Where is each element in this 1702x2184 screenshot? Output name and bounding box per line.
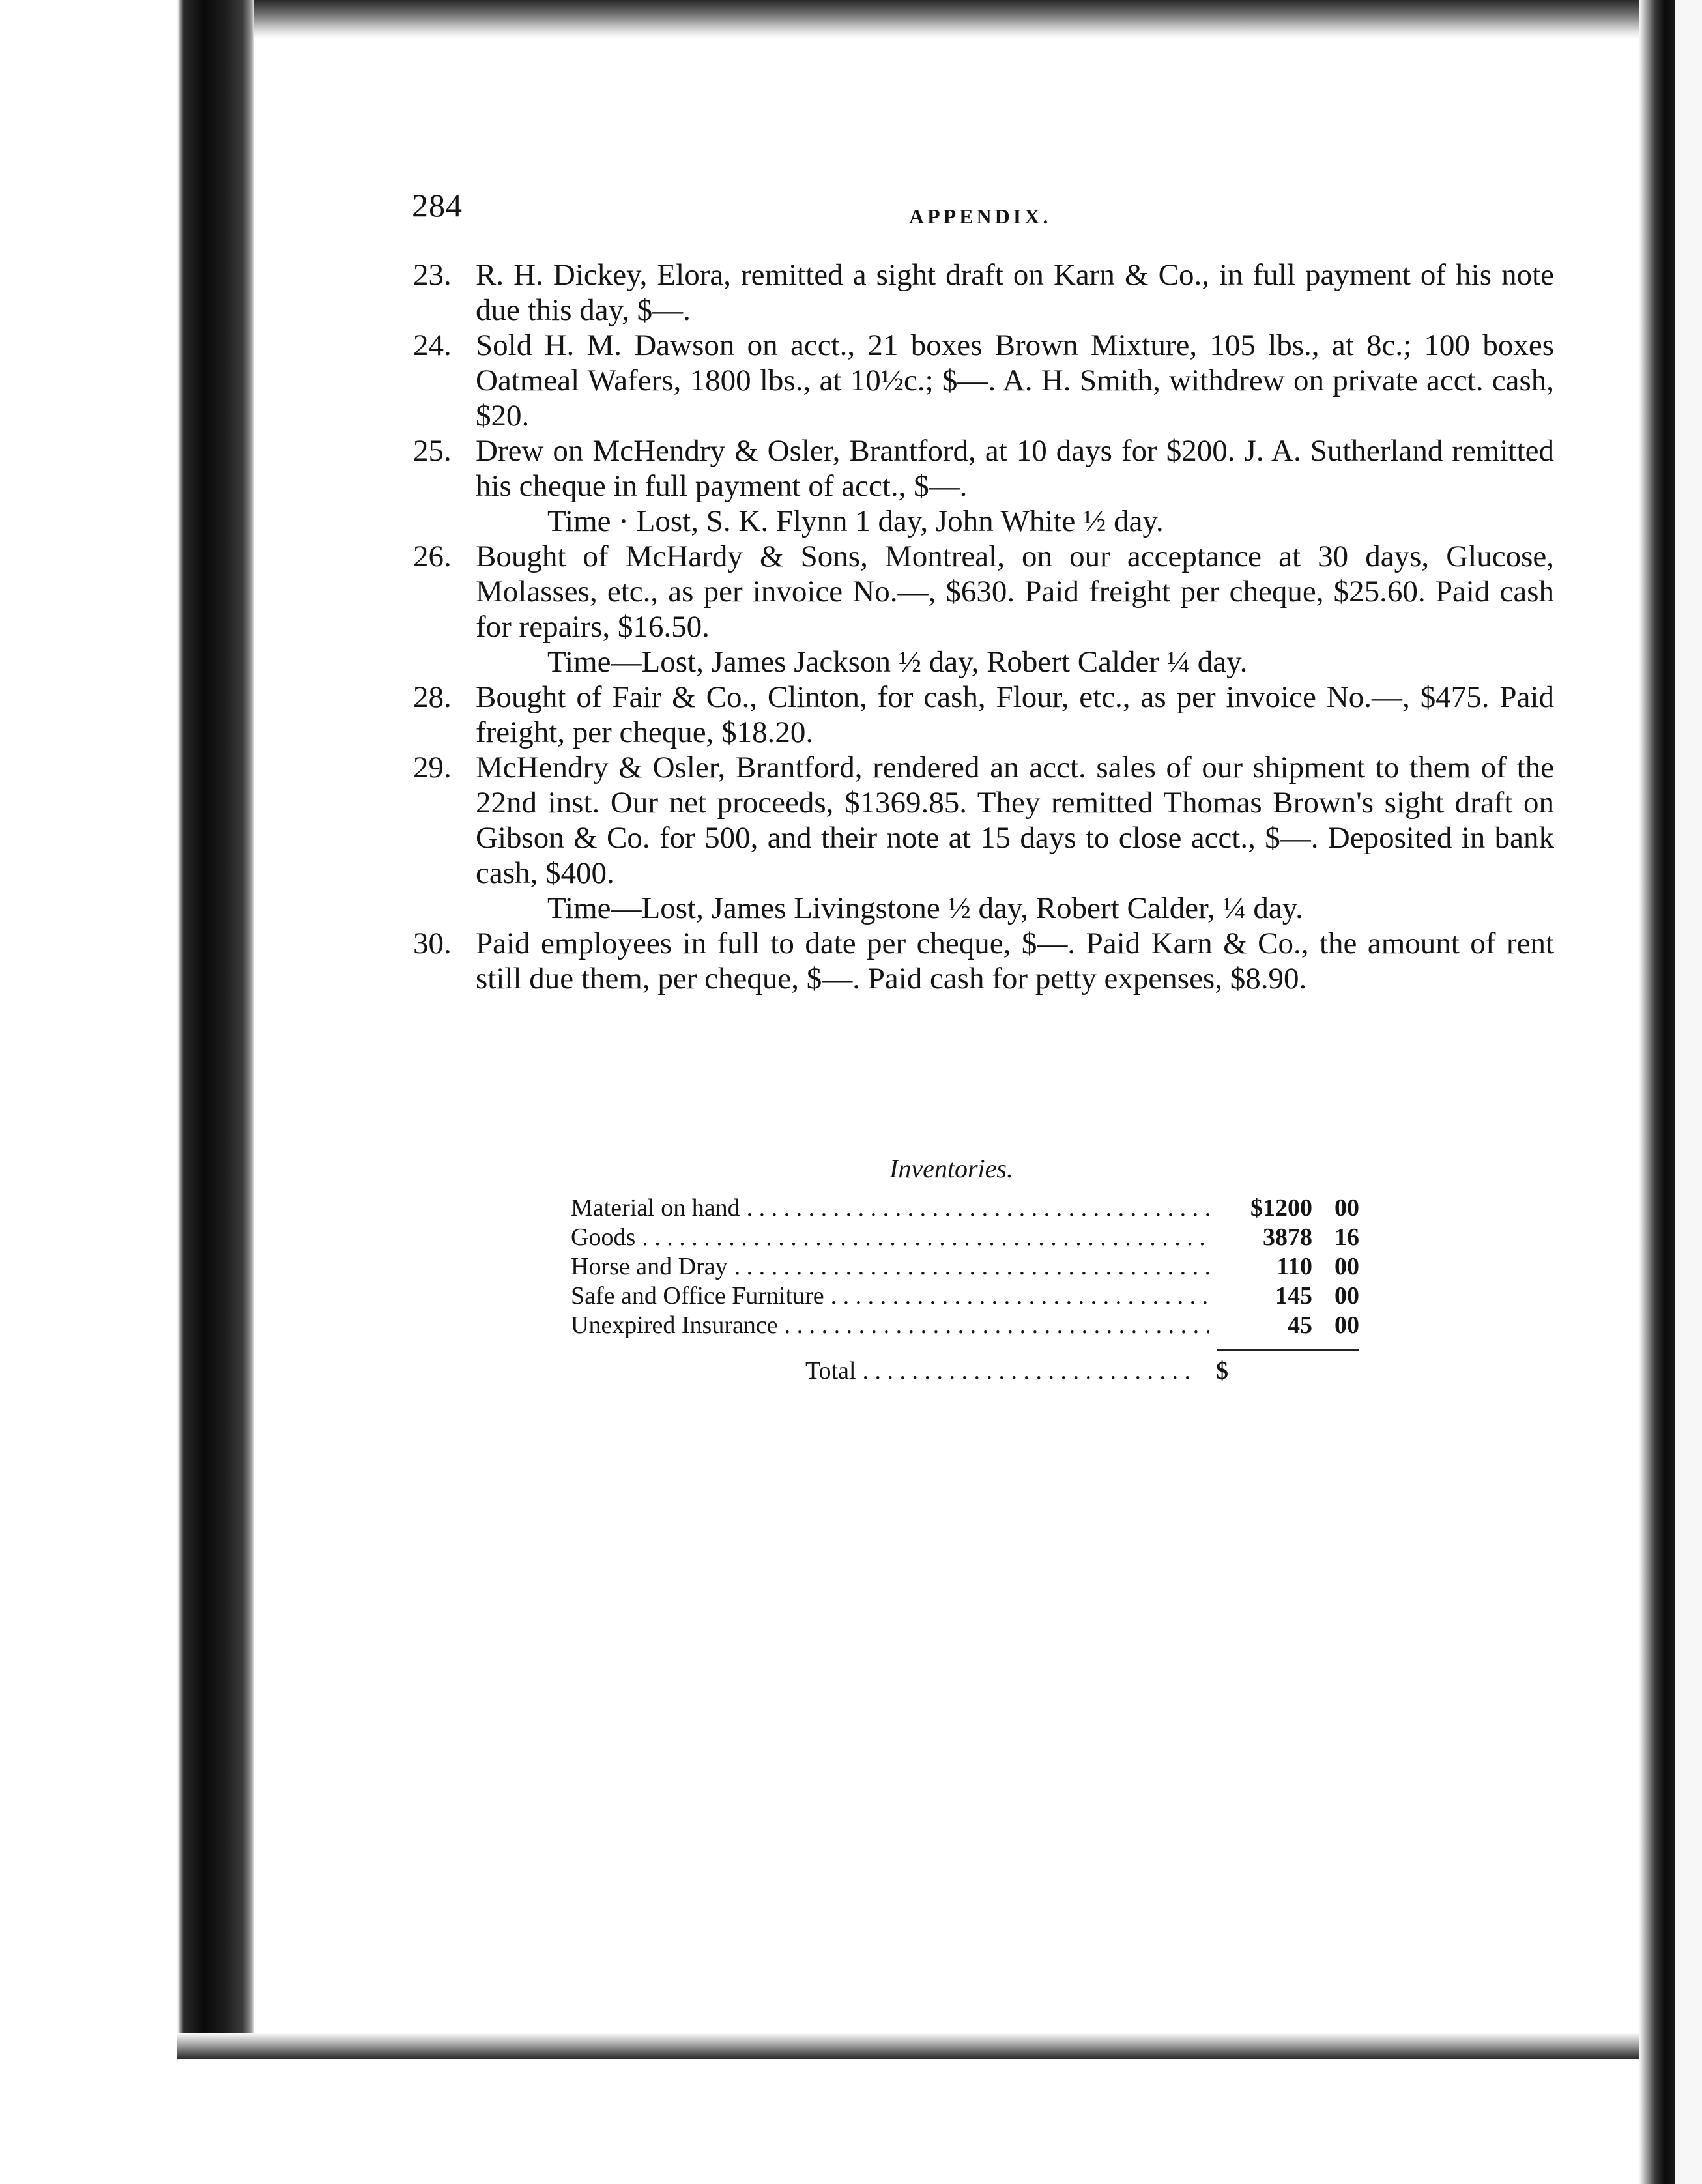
total-label: Total: [805, 1357, 856, 1385]
leader-dots: [747, 1194, 1209, 1222]
journal-entries: [404, 257, 1554, 996]
inventory-dollars: 145: [1275, 1282, 1312, 1310]
page-bottom-shadow: [177, 2033, 1655, 2059]
entry-day: 25.: [413, 434, 452, 468]
inventory-label: Goods: [571, 1224, 636, 1251]
entry-text: Paid employees in full to date per cheque, $—. Paid Karn & Co., the amount of rent still due them, per cheque, $—. Paid cash for petty expenses, $8.90.: [476, 927, 1554, 996]
inventories-table: [571, 1194, 1359, 1392]
page-top-shadow: [254, 0, 1655, 39]
entry-day: 30.: [413, 927, 452, 960]
entry-day: 29.: [413, 751, 452, 784]
inventory-label: Safe and Office Furniture: [571, 1282, 824, 1310]
leader-dots: [642, 1223, 1209, 1252]
leader-dots: [831, 1282, 1209, 1310]
inventory-row: [571, 1223, 1359, 1252]
inventory-row: [571, 1252, 1359, 1282]
inventory-row: [571, 1194, 1359, 1223]
book-edge: [177, 0, 254, 2046]
entry-30: [404, 926, 1554, 996]
inventory-label: Unexpired Insurance: [571, 1312, 778, 1339]
book-gutter: [1639, 0, 1675, 2184]
time-lost-note: Time · Lost, S. K. Flynn 1 day, John White ½ day.: [547, 504, 1164, 538]
inventories-heading: Inventories.: [889, 1154, 1013, 1183]
entry-28: [404, 680, 1554, 750]
entry-24: [404, 328, 1554, 433]
next-page-edge: [1675, 0, 1702, 2184]
entry-29: [404, 750, 1554, 891]
leader-dots: [785, 1311, 1209, 1340]
inventory-cents: 00: [1334, 1282, 1359, 1310]
entry-day: 26.: [413, 539, 452, 573]
running-head: APPENDIX.: [909, 205, 1052, 228]
inventory-dollars: 110: [1276, 1253, 1312, 1280]
entry-25: [404, 433, 1554, 504]
entry-text: R. H. Dickey, Elora, remitted a sight draft on Karn & Co., in full payment of his note due this day, $—.: [476, 258, 1554, 327]
total-value: $: [1216, 1357, 1228, 1385]
leader-dots: [734, 1252, 1209, 1281]
inventory-row: [571, 1311, 1359, 1340]
inventory-cents: 16: [1334, 1224, 1359, 1251]
entry-day: 24.: [413, 328, 452, 362]
page-number: 284: [412, 187, 463, 223]
inventory-cents: 00: [1334, 1312, 1359, 1339]
inventory-total-row: [571, 1357, 1359, 1392]
entry-text: Bought of McHardy & Sons, Montreal, on our acceptance at 30 days, Glucose, Molasses, etc., as per invoice No.—, $630. Paid freight per cheque, $25.60. Paid cash for repairs, $16.50.: [476, 539, 1554, 644]
entry-text: McHendry & Osler, Brantford, rendered an acct. sales of our shipment to them of the 22nd inst. Our net proceeds, $1369.85. They remitted Thomas Brown's sight draft on Gibson & Co. for 500, and their note at 15 days to close acct., $—. Deposited in bank cash, $400.: [476, 751, 1554, 890]
inventory-cents: 00: [1334, 1194, 1359, 1222]
entry-text: Drew on McHendry & Osler, Brantford, at 10 days for $200. J. A. Sutherland remitted his cheque in full payment of acct., $—.: [476, 434, 1554, 503]
inventory-dollars: 3878: [1263, 1224, 1312, 1251]
entry-23: [404, 257, 1554, 328]
inventory-label: Material on hand: [571, 1194, 740, 1222]
entry-26: [404, 539, 1554, 644]
inventory-dollars: $1200: [1250, 1194, 1312, 1222]
entry-day: 23.: [413, 258, 452, 292]
total-rule: [1217, 1349, 1359, 1351]
inventory-row: [571, 1282, 1359, 1311]
time-lost-note: Time—Lost, James Livingstone ½ day, Robert Calder, ¼ day.: [547, 891, 1303, 925]
time-lost-note: Time—Lost, James Jackson ½ day, Robert Calder ¼ day.: [547, 645, 1248, 679]
inventory-dollars: 45: [1288, 1312, 1312, 1339]
entry-text: Bought of Fair & Co., Clinton, for cash, Flour, etc., as per invoice No.—, $475. Paid freight, per cheque, $18.20.: [476, 680, 1554, 749]
entry-day: 28.: [413, 680, 452, 714]
entry-text: Sold H. M. Dawson on acct., 21 boxes Brown Mixture, 105 lbs., at 8c.; 100 boxes Oatmeal Wafers, 1800 lbs., at 10½c.; $—. A. H. Smith, withdrew on private acct. cash, $20.: [476, 328, 1554, 433]
inventory-label: Horse and Dray: [571, 1253, 728, 1280]
leader-dots: [863, 1357, 1196, 1385]
inventory-cents: 00: [1334, 1253, 1359, 1280]
